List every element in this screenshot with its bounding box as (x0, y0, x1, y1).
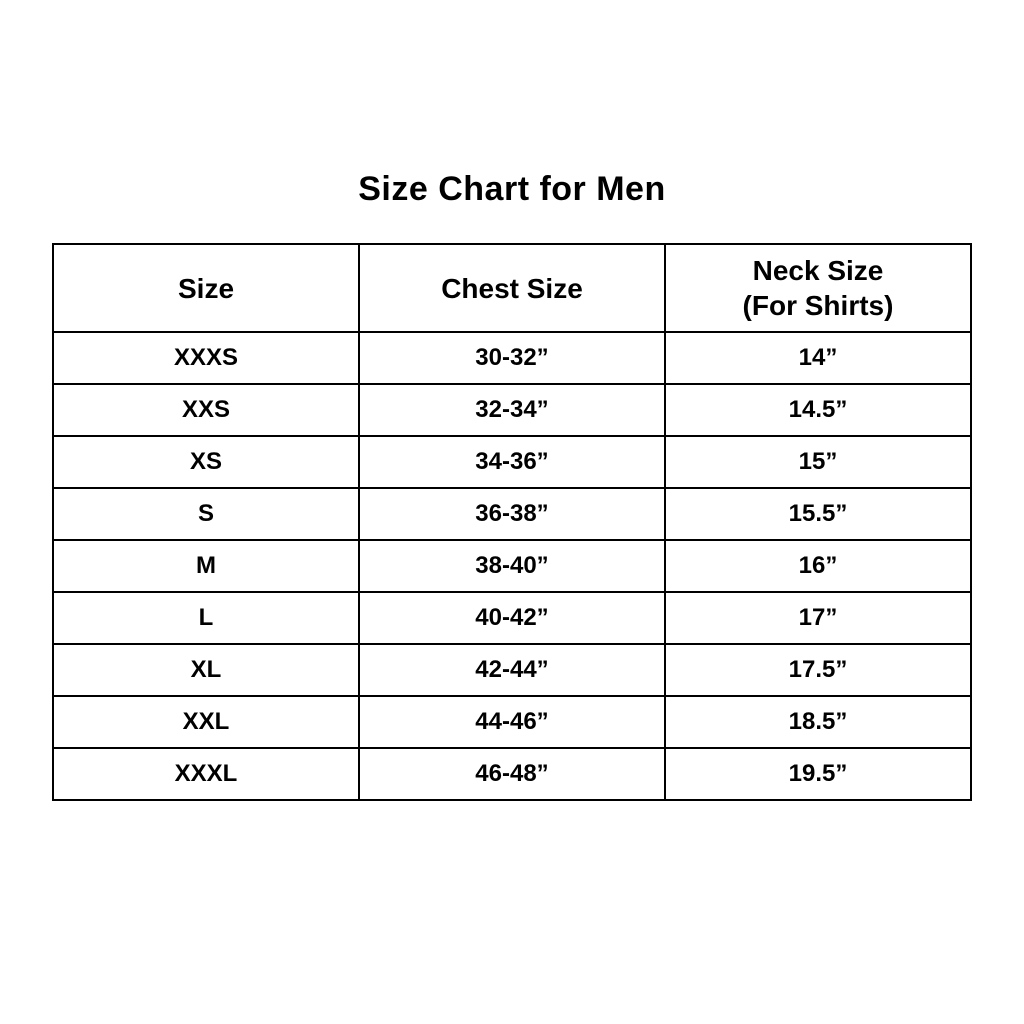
cell-chest: 40-42” (359, 592, 665, 644)
cell-neck: 14.5” (665, 384, 971, 436)
cell-chest: 32-34” (359, 384, 665, 436)
cell-neck: 18.5” (665, 696, 971, 748)
cell-size: XXXL (53, 748, 359, 800)
cell-neck: 15.5” (665, 488, 971, 540)
cell-size: S (53, 488, 359, 540)
cell-size: XL (53, 644, 359, 696)
table-row (53, 332, 971, 384)
cell-size: XXS (53, 384, 359, 436)
cell-chest: 44-46” (359, 696, 665, 748)
cell-neck: 19.5” (665, 748, 971, 800)
cell-chest: 42-44” (359, 644, 665, 696)
header-neck-size (665, 244, 971, 332)
cell-chest: 34-36” (359, 436, 665, 488)
table-row (53, 540, 971, 592)
table-row (53, 436, 971, 488)
cell-chest: 46-48” (359, 748, 665, 800)
cell-neck: 17” (665, 592, 971, 644)
cell-chest: 36-38” (359, 488, 665, 540)
table-row (53, 748, 971, 800)
table-row (53, 592, 971, 644)
cell-neck: 15” (665, 436, 971, 488)
page-title: Size Chart for Men (358, 170, 666, 208)
table-row (53, 488, 971, 540)
cell-size: XXXS (53, 332, 359, 384)
header-neck-size-label: Neck Size (752, 255, 884, 286)
table-row (53, 696, 971, 748)
table-row (53, 384, 971, 436)
table-row (53, 644, 971, 696)
cell-neck: 16” (665, 540, 971, 592)
cell-size: L (53, 592, 359, 644)
cell-size: XS (53, 436, 359, 488)
cell-neck: 17.5” (665, 644, 971, 696)
header-size (53, 244, 359, 332)
header-chest-size (359, 244, 665, 332)
cell-neck: 14” (665, 332, 971, 384)
header-neck-size-sublabel: (For Shirts) (742, 290, 894, 321)
cell-size: XXL (53, 696, 359, 748)
table-header-row (53, 244, 971, 332)
size-chart-table (52, 243, 972, 801)
cell-chest: 38-40” (359, 540, 665, 592)
header-chest-size-label: Chest Size (441, 272, 583, 304)
cell-size: M (53, 540, 359, 592)
header-size-label: Size (177, 272, 235, 304)
cell-chest: 30-32” (359, 332, 665, 384)
